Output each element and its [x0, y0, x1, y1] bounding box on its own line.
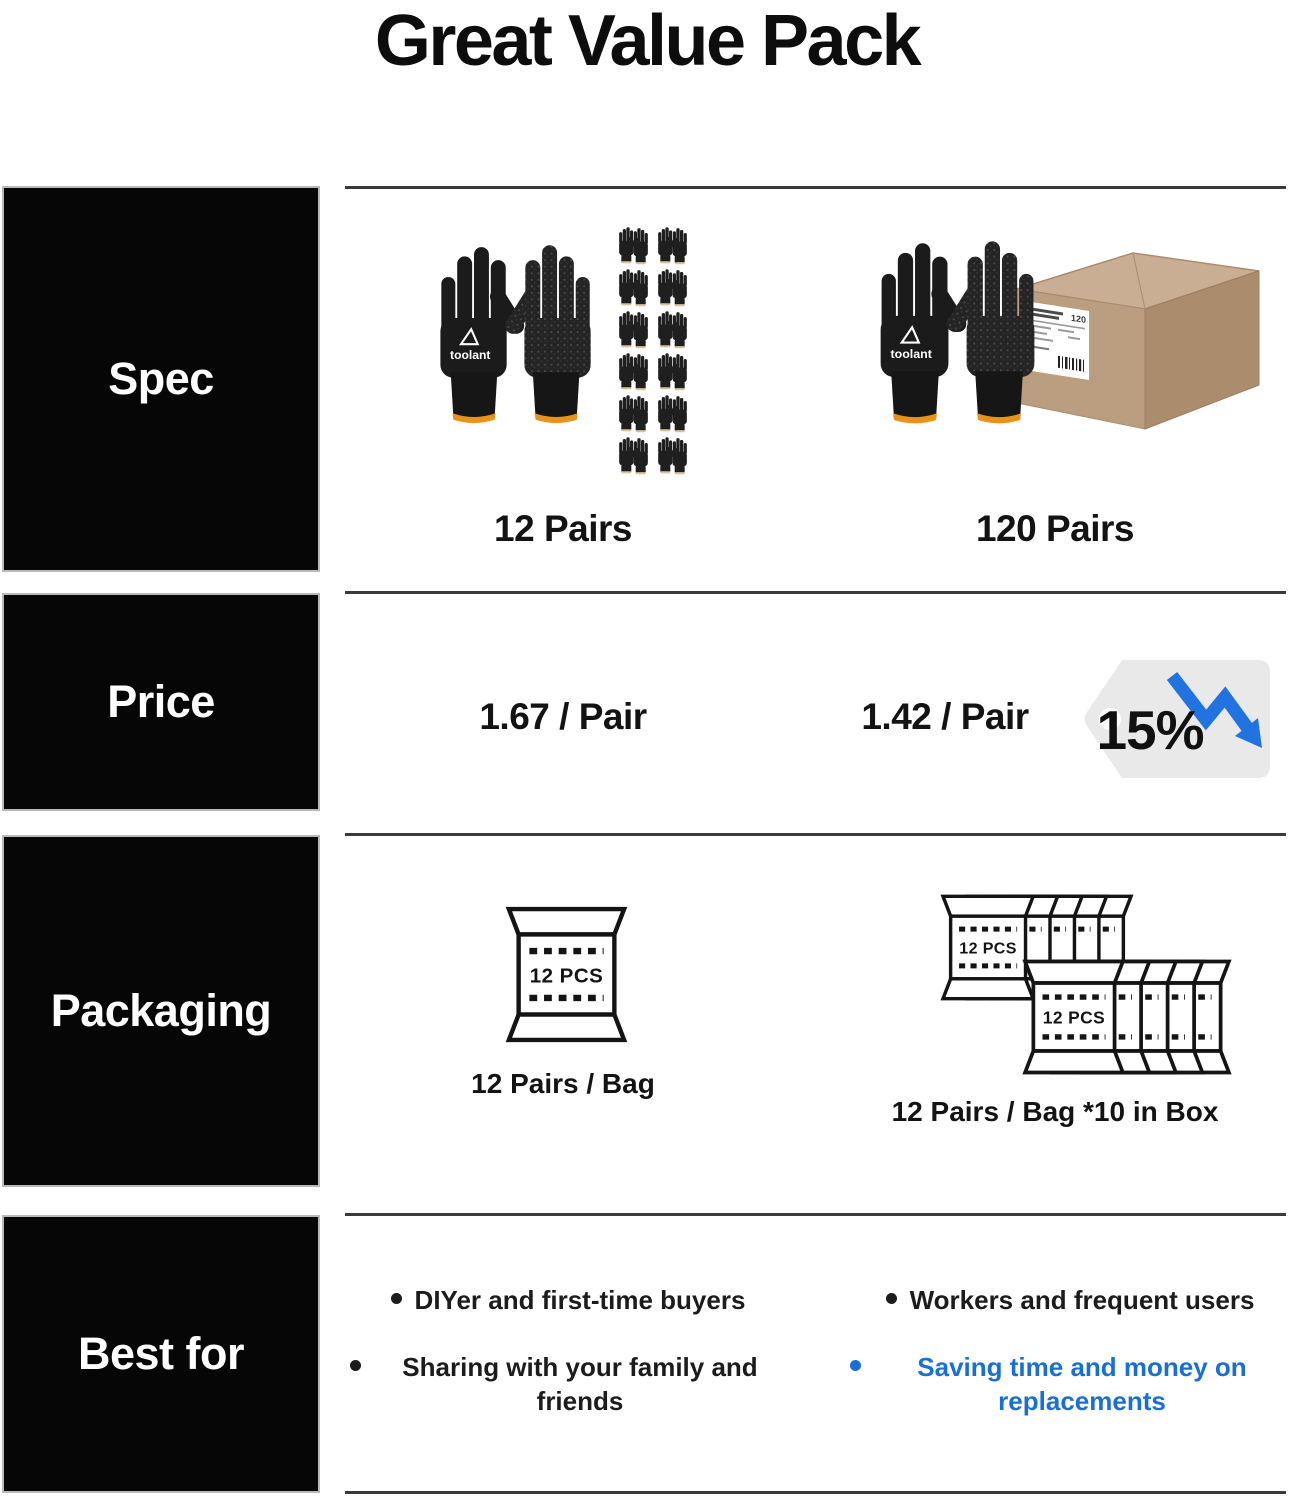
row-divider [345, 591, 1286, 594]
bullet-dot-icon [886, 1293, 897, 1304]
mini-glove-pair-icon [655, 268, 690, 308]
row-label-best-for [2, 1215, 320, 1493]
spec-caption-12-pairs: 12 Pairs [494, 508, 632, 549]
row-label-spec [2, 186, 320, 572]
row-label-best-for-text: Best for [77, 1328, 245, 1379]
single-bag-icon [503, 906, 630, 1043]
discount-badge-text: 15% [1096, 699, 1204, 761]
glove-pair-image-bulk-pack [872, 228, 1044, 462]
box-label-count: 120 [1070, 312, 1086, 326]
list-item-text: Saving time and money on replacements [917, 1352, 1247, 1416]
mini-glove-pair-icon [616, 226, 651, 266]
list-item-highlighted [850, 1351, 1290, 1418]
row-label-packaging-text: Packaging [50, 985, 272, 1036]
mini-glove-pair-icon [655, 310, 690, 350]
row-divider [345, 186, 1286, 189]
list-item [350, 1284, 786, 1317]
bullet-dot-icon [391, 1293, 402, 1304]
list-item-text: Sharing with your family and friends [402, 1352, 758, 1416]
bag-stack-icon-front [1020, 959, 1234, 1075]
packaging-caption-small-pack: 12 Pairs / Bag [471, 1068, 655, 1099]
row-label-packaging [2, 835, 320, 1187]
row-divider [345, 1213, 1286, 1216]
list-item-text: DIYer and first-time buyers [414, 1285, 746, 1315]
list-item [850, 1284, 1290, 1317]
mini-glove-pair-icon [616, 310, 651, 350]
list-item [350, 1351, 786, 1418]
bullet-dot-icon [350, 1360, 361, 1371]
mini-glove-pair-icon [655, 226, 690, 266]
spec-caption-120-pairs: 120 Pairs [975, 508, 1135, 549]
mini-glove-pair-icon [616, 268, 651, 308]
row-label-price [2, 593, 320, 811]
glove-pair-image-small-pack [432, 232, 600, 461]
row-label-price-text: Price [107, 676, 215, 727]
best-for-list-bulk-pack [850, 1284, 1290, 1418]
row-label-spec-text: Spec [108, 353, 214, 404]
mini-glove-pair-icon [655, 352, 690, 392]
packaging-caption-bulk-pack: 12 Pairs / Bag *10 in Box [891, 1096, 1219, 1127]
page-title: Great Value Pack [374, 1, 920, 81]
bag-count-text: 12 PCS [959, 939, 1017, 958]
row-divider [345, 833, 1286, 836]
row-divider [345, 1491, 1286, 1494]
price-per-pair-bulk-pack: 1.42 / Pair [861, 696, 1029, 737]
bullet-dot-icon [850, 1360, 861, 1371]
list-item-text: Workers and frequent users [909, 1285, 1255, 1315]
mini-glove-pair-icon [655, 436, 690, 476]
mini-glove-pair-icon [616, 394, 651, 434]
best-for-list-small-pack [350, 1284, 786, 1418]
carton-box-image [1012, 243, 1264, 433]
price-per-pair-small-pack: 1.67 / Pair [479, 696, 647, 737]
bag-count-text: 12 PCS [1042, 1007, 1106, 1028]
mini-glove-pair-icon [616, 352, 651, 392]
glove-dozen-grid-image [616, 226, 692, 476]
mini-glove-pair-icon [655, 394, 690, 434]
bag-count-text: 12 PCS [529, 964, 604, 988]
mini-glove-pair-icon [616, 436, 651, 476]
